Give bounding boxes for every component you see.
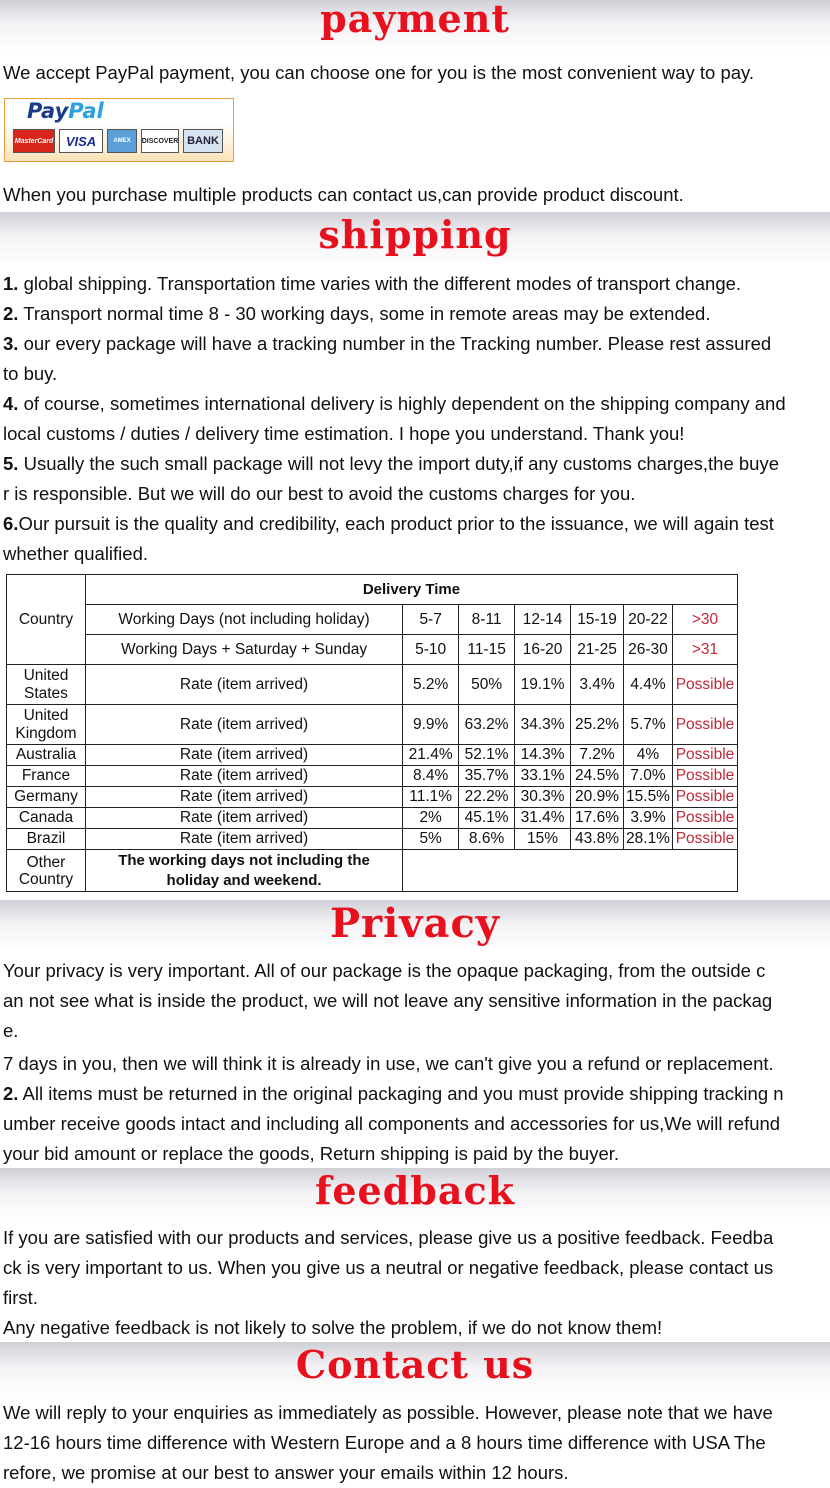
table-row xyxy=(7,808,738,829)
payment-banner xyxy=(0,0,830,52)
rate-value-cell: 11.1% xyxy=(403,787,459,808)
feedback-line: If you are satisfied with our products and services, please give us a positive feedback. Feedba xyxy=(3,1227,774,1248)
shipping-item-number: 4. xyxy=(3,393,19,414)
privacy-line-text: umber receive goods intact and including all components and accessories for us,We will refund xyxy=(3,1113,781,1134)
wd-cell: 15-19 xyxy=(571,605,624,635)
rate-value-cell: 3.4% xyxy=(571,665,624,705)
privacy-line xyxy=(3,1109,780,1139)
rate-label-cell: Rate (item arrived) xyxy=(85,787,402,808)
shipping-item-number: 6. xyxy=(3,513,19,534)
rate-value-cell: 20.9% xyxy=(571,787,624,808)
contact-line: 12-16 hours time difference with Western Europe and a 8 hours time difference with USA The xyxy=(3,1432,766,1453)
shipping-item-number: 2. xyxy=(3,303,19,324)
shipping-line xyxy=(3,329,771,359)
privacy-line-text: your bid amount or replace the goods, Return shipping is paid by the buyer. xyxy=(3,1143,620,1164)
rate-label-cell: Rate (item arrived) xyxy=(85,665,402,705)
country-cell: Canada xyxy=(7,808,86,829)
country-cell: Germany xyxy=(7,787,86,808)
wd-cell: 8-11 xyxy=(459,605,515,635)
wd-cell: >30 xyxy=(672,605,737,635)
shipping-line xyxy=(3,359,57,389)
table-row xyxy=(7,787,738,808)
rate-value-cell: 22.2% xyxy=(459,787,515,808)
paypal-payment-badge xyxy=(4,98,234,162)
ws-cell: 16-20 xyxy=(515,635,571,665)
visa-icon: VISA xyxy=(59,129,103,153)
rate-value-cell: 31.4% xyxy=(515,808,571,829)
privacy-line-text: e. xyxy=(3,1020,19,1041)
shipping-item-number: 3. xyxy=(3,333,19,354)
possible-cell: Possible xyxy=(672,665,737,705)
mastercard-icon: MasterCard xyxy=(13,129,55,153)
discover-icon: DISCOVER xyxy=(141,129,179,153)
rate-value-cell: 52.1% xyxy=(459,745,515,766)
country-header: Country xyxy=(7,575,86,665)
ws-cell: >31 xyxy=(672,635,737,665)
shipping-item-number: 5. xyxy=(3,453,19,474)
ws-cell: 11-15 xyxy=(459,635,515,665)
possible-cell: Possible xyxy=(672,766,737,787)
shipping-line-text: our every package will have a tracking number in the Tracking number. Please rest assured xyxy=(18,333,772,354)
payment-title: payment xyxy=(320,0,510,41)
shipping-line-text: global shipping. Transportation time varies with the different modes of transport change. xyxy=(18,273,742,294)
rate-value-cell: 7.2% xyxy=(571,745,624,766)
wd-cell: 5-7 xyxy=(403,605,459,635)
privacy-item-number: 2. xyxy=(3,1083,19,1104)
country-cell: United Kingdom xyxy=(7,705,86,745)
delivery-time-header: Delivery Time xyxy=(85,575,737,605)
shipping-banner xyxy=(0,212,830,266)
bank-icon: BANK xyxy=(183,129,223,153)
shipping-line xyxy=(3,269,741,299)
other-country-cell: Other Country xyxy=(7,850,86,892)
working-days-label: Working Days (not including holiday) xyxy=(85,605,402,635)
possible-cell: Possible xyxy=(672,808,737,829)
privacy-line-text: 7 days in you, then we will think it is already in use, we can't give you a refund or replacement. xyxy=(3,1053,774,1074)
table-row xyxy=(7,665,738,705)
rate-value-cell: 2% xyxy=(403,808,459,829)
rate-value-cell: 25.2% xyxy=(571,705,624,745)
wd-cell: 20-22 xyxy=(624,605,673,635)
country-cell: Australia xyxy=(7,745,86,766)
country-cell: United States xyxy=(7,665,86,705)
rate-value-cell: 9.9% xyxy=(403,705,459,745)
shipping-line xyxy=(3,479,635,509)
working-days-weekend-label: Working Days + Saturday + Sunday xyxy=(85,635,402,665)
ws-cell: 5-10 xyxy=(403,635,459,665)
rate-label-cell: Rate (item arrived) xyxy=(85,745,402,766)
privacy-line-text: Your privacy is very important. All of our package is the opaque packaging, from the outside c xyxy=(3,960,766,981)
table-row xyxy=(7,766,738,787)
rate-value-cell: 15% xyxy=(515,829,571,850)
shipping-line xyxy=(3,419,684,449)
shipping-line xyxy=(3,449,779,479)
feedback-banner xyxy=(0,1168,830,1222)
privacy-line xyxy=(3,1079,784,1109)
privacy-line xyxy=(3,956,765,986)
rate-value-cell: 19.1% xyxy=(515,665,571,705)
rate-value-cell: 14.3% xyxy=(515,745,571,766)
shipping-line-text: r is responsible. But we will do our best to avoid the customs charges for you. xyxy=(3,483,636,504)
privacy-line-text: All items must be returned in the original packaging and you must provide shipping tracking n xyxy=(18,1083,784,1104)
contact-title: Contact us xyxy=(295,1342,535,1387)
shipping-line xyxy=(3,299,710,329)
table-row xyxy=(7,829,738,850)
shipping-line xyxy=(3,509,774,539)
feedback-line: first. xyxy=(3,1287,38,1308)
shipping-line-text: Usually the such small package will not levy the import duty,if any customs charges,the buye xyxy=(18,453,780,474)
privacy-banner xyxy=(0,900,830,954)
privacy-line xyxy=(3,1016,18,1046)
possible-cell: Possible xyxy=(672,705,737,745)
table-row xyxy=(7,745,738,766)
rate-value-cell: 5% xyxy=(403,829,459,850)
rate-value-cell: 21.4% xyxy=(403,745,459,766)
paypal-logo: PayPal xyxy=(27,99,104,123)
feedback-line: Any negative feedback is not likely to solve the problem, if we do not know them! xyxy=(3,1317,663,1338)
privacy-line xyxy=(3,986,772,1016)
shipping-line xyxy=(3,539,148,569)
amex-icon: AMEX xyxy=(107,129,137,153)
ws-cell: 21-25 xyxy=(571,635,624,665)
rate-value-cell: 4% xyxy=(624,745,673,766)
rate-value-cell: 45.1% xyxy=(459,808,515,829)
contact-banner xyxy=(0,1342,830,1398)
rate-value-cell: 5.7% xyxy=(624,705,673,745)
discount-text: When you purchase multiple products can contact us,can provide product discount. xyxy=(3,184,684,205)
shipping-line-text: Transport normal time 8 - 30 working days, some in remote areas may be extended. xyxy=(18,303,711,324)
shipping-item-number: 1. xyxy=(3,273,19,294)
rate-value-cell: 35.7% xyxy=(459,766,515,787)
privacy-line xyxy=(3,1049,774,1079)
empty-cell xyxy=(403,850,738,892)
shipping-line-text: Our pursuit is the quality and credibility, each product prior to the issuance, we will again test xyxy=(18,513,774,534)
rate-value-cell: 34.3% xyxy=(515,705,571,745)
rate-value-cell: 7.0% xyxy=(624,766,673,787)
feedback-line: ck is very important to us. When you give us a neutral or negative feedback, please contact us xyxy=(3,1257,774,1278)
rate-value-cell: 8.4% xyxy=(403,766,459,787)
payment-text: We accept PayPal payment, you can choose one for you is the most convenient way to pay. xyxy=(3,62,755,83)
rate-label-cell: Rate (item arrived) xyxy=(85,829,402,850)
privacy-line-text: an not see what is inside the product, we will not leave any sensitive information in the packag xyxy=(3,990,773,1011)
rate-value-cell: 3.9% xyxy=(624,808,673,829)
table-row xyxy=(7,705,738,745)
wd-cell: 12-14 xyxy=(515,605,571,635)
shipping-line-text: whether qualified. xyxy=(3,543,149,564)
other-country-note: The working days not including the holiday and weekend. xyxy=(85,850,402,892)
contact-line: refore, we promise at our best to answer your emails within 12 hours. xyxy=(3,1462,569,1483)
contact-line: We will reply to your enquiries as immediately as possible. However, please note that we have xyxy=(3,1402,773,1423)
shipping-line-text: to buy. xyxy=(3,363,58,384)
rate-value-cell: 15.5% xyxy=(624,787,673,808)
rate-value-cell: 33.1% xyxy=(515,766,571,787)
country-cell: France xyxy=(7,766,86,787)
rate-value-cell: 8.6% xyxy=(459,829,515,850)
shipping-line-text: of course, sometimes international delivery is highly dependent on the shipping company and xyxy=(18,393,786,414)
rate-value-cell: 63.2% xyxy=(459,705,515,745)
rate-value-cell: 50% xyxy=(459,665,515,705)
ws-cell: 26-30 xyxy=(624,635,673,665)
possible-cell: Possible xyxy=(672,745,737,766)
rate-value-cell: 43.8% xyxy=(571,829,624,850)
shipping-title: shipping xyxy=(318,212,512,257)
possible-cell: Possible xyxy=(672,787,737,808)
rate-value-cell: 17.6% xyxy=(571,808,624,829)
rate-value-cell: 24.5% xyxy=(571,766,624,787)
rate-label-cell: Rate (item arrived) xyxy=(85,808,402,829)
shipping-line-text: local customs / duties / delivery time estimation. I hope you understand. Thank you! xyxy=(3,423,685,444)
rate-label-cell: Rate (item arrived) xyxy=(85,766,402,787)
country-cell: Brazil xyxy=(7,829,86,850)
privacy-line xyxy=(3,1139,619,1169)
privacy-title: Privacy xyxy=(329,900,501,947)
rate-value-cell: 5.2% xyxy=(403,665,459,705)
delivery-time-table xyxy=(6,574,738,892)
rate-value-cell: 30.3% xyxy=(515,787,571,808)
shipping-line xyxy=(3,389,786,419)
rate-value-cell: 28.1% xyxy=(624,829,673,850)
feedback-title: feedback xyxy=(315,1168,515,1213)
rate-label-cell: Rate (item arrived) xyxy=(85,705,402,745)
rate-value-cell: 4.4% xyxy=(624,665,673,705)
possible-cell: Possible xyxy=(672,829,737,850)
